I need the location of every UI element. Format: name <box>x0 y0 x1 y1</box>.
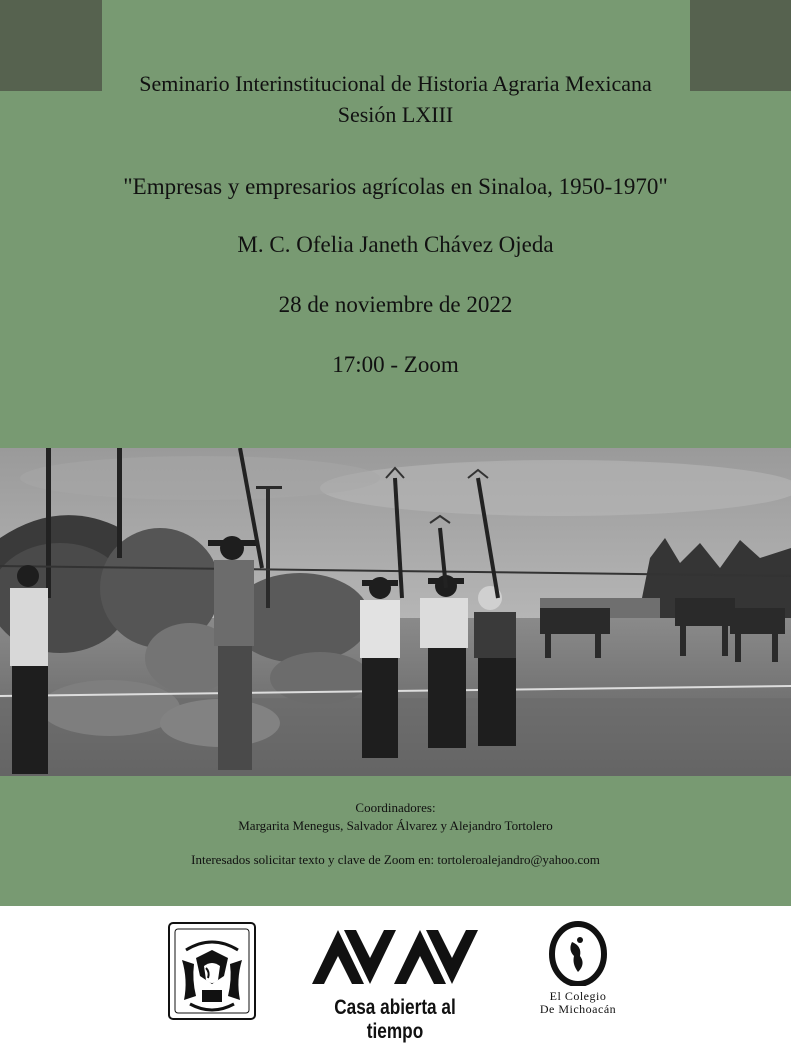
colmich-name-line1: El Colegio <box>549 989 607 1003</box>
uam-logo <box>300 916 490 1043</box>
colmich-logo <box>522 920 634 1020</box>
seminar-title: Seminario Interinstitucional de Historia Agraria Mexicana <box>139 71 652 96</box>
uam-emblem <box>300 916 490 996</box>
unam-seal-logo <box>166 920 258 1022</box>
talk-title: "Empresas y empresarios agrícolas en Sinaloa, 1950-1970" <box>123 174 668 199</box>
contact-info: Interesados solicitar texto y clave de Zoom en: tortoleroalejandro@yahoo.com <box>191 852 600 867</box>
session-number: Sesión LXIII <box>337 102 454 127</box>
logo-strip <box>0 906 791 1043</box>
coordinators-label: Coordinadores: <box>355 800 436 815</box>
uam-tagline: Casa abierta al tiempo <box>334 996 456 1043</box>
speaker-name: M. C. Ofelia Janeth Chávez Ojeda <box>237 232 554 257</box>
event-date: 28 de noviembre de 2022 <box>278 292 513 317</box>
farm-workers-photo <box>0 448 791 776</box>
colmich-name-line2: De Michoacán <box>539 1002 617 1016</box>
event-time: 17:00 - Zoom <box>332 352 459 377</box>
coordinators-names: Margarita Menegus, Salvador Álvarez y Alejandro Tortolero <box>238 818 553 833</box>
colmich-emblem <box>522 920 634 986</box>
